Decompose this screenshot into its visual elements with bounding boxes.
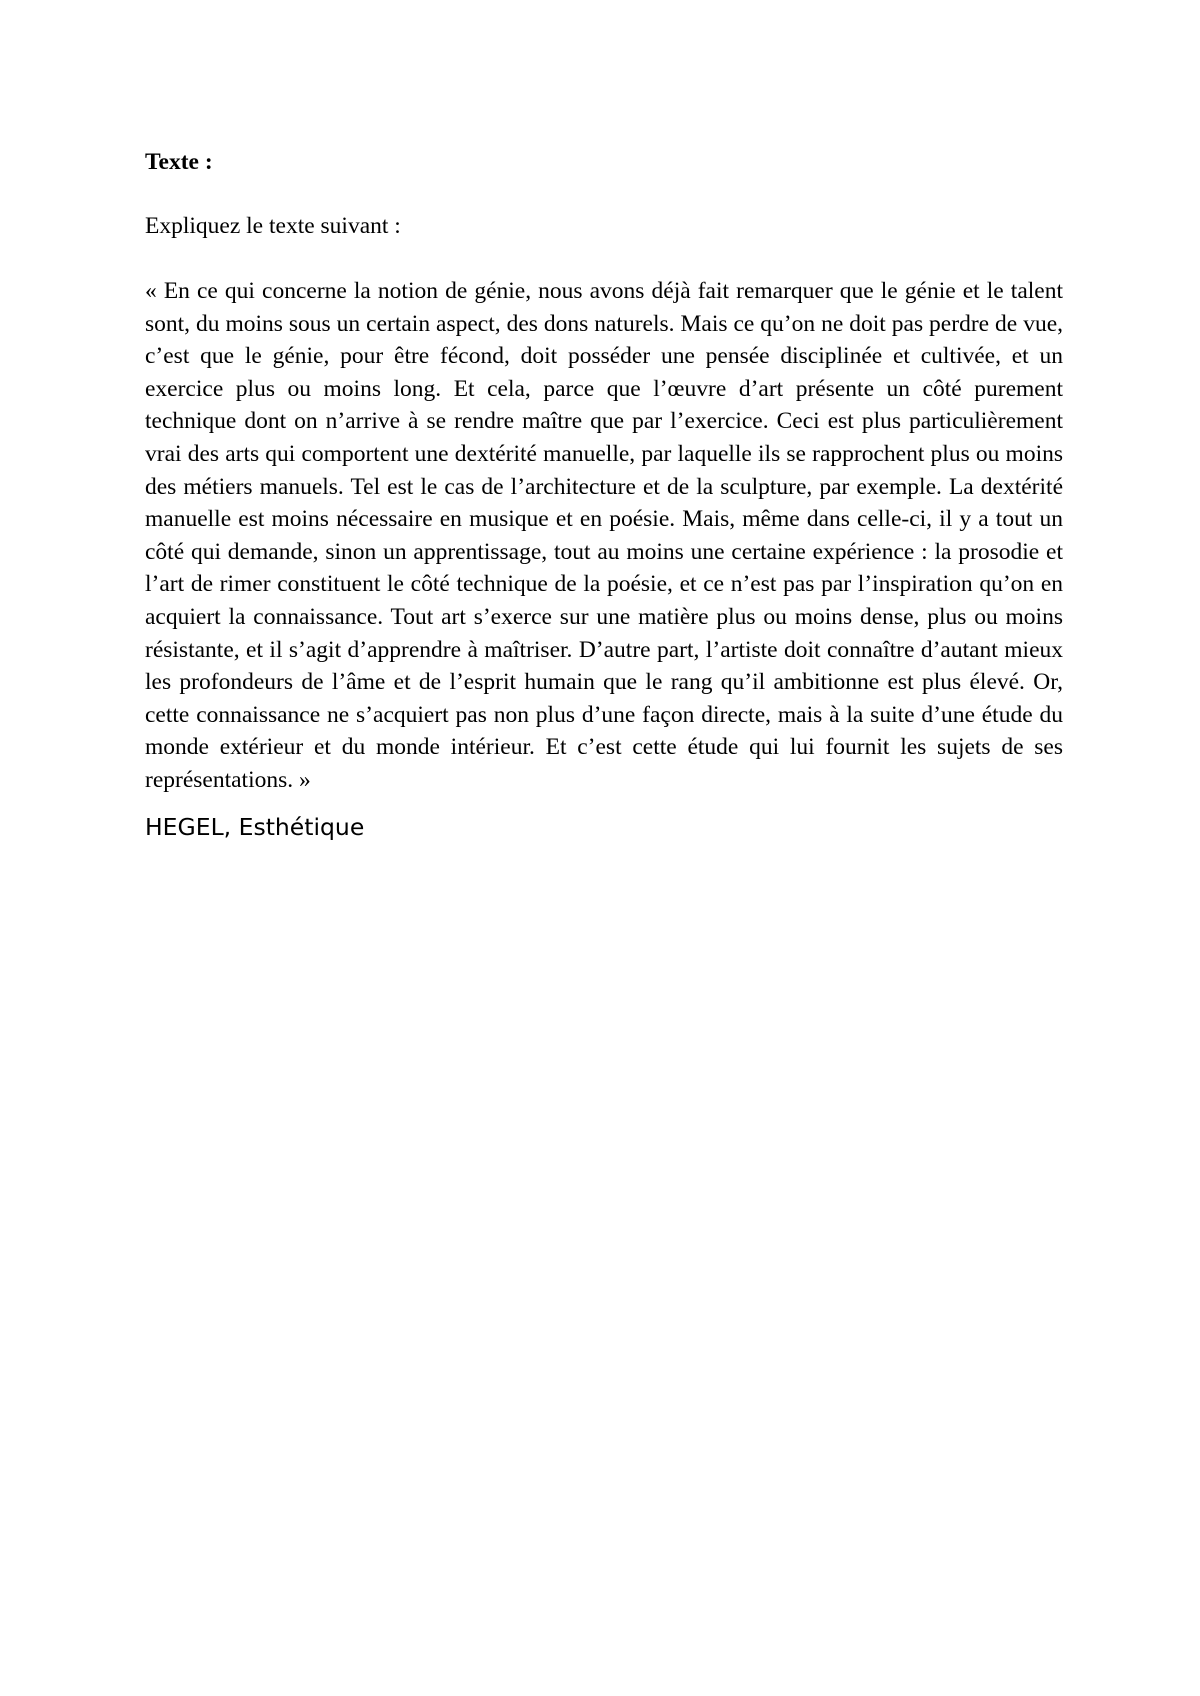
document-body: [145, 146, 1063, 843]
quoted-passage: « En ce qui concerne la notion de génie, nous avons déjà fait remarquer que le génie et le talent sont, du moins sous un certain aspect, des dons naturels. Mais ce qu’on ne doit pas perdre de vue, c’est que le génie, pour être fécond, doit posséder une pensée disciplinée et cultivée, et un exercice plus ou moins long. Et cela, parce que l’œuvre d’art présente un côté purement technique dont on n’arrive à se rendre maître que par l’exercice. Ceci est plus particulièrement vrai des arts qui comportent une dextérité manuelle, par laquelle ils se rapprochent plus ou moins des métiers manuels. Tel est le cas de l’architecture et de la sculpture, par exemple. La dextérité manuelle est moins nécessaire en musique et en poésie. Mais, même dans celle-ci, il y a tout un côté qui demande, sinon un apprentissage, tout au moins une certaine expérience : la prosodie et l’art de rimer constituent le côté technique de la poésie, et ce n’est pas par l’inspiration qu’on en acquiert la connaissance. Tout art s’exerce sur une matière plus ou moins dense, plus ou moins résistante, et il s’agit d’apprendre à maîtriser. D’autre part, l’artiste doit connaître d’autant mieux les profondeurs de l’âme et de l’esprit humain que le rang qu’il ambitionne est plus élevé. Or, cette connaissance ne s’acquiert pas non plus d’une façon directe, mais à la suite d’une étude du monde extérieur et du monde intérieur. Et c’est cette étude qui lui fournit les sujets de ses représentations. »: [145, 278, 1063, 793]
author-attribution: HEGEL, Esthétique: [145, 812, 365, 841]
section-heading: Texte :: [145, 149, 213, 175]
instruction-text: Expliquez le texte suivant :: [145, 213, 401, 239]
